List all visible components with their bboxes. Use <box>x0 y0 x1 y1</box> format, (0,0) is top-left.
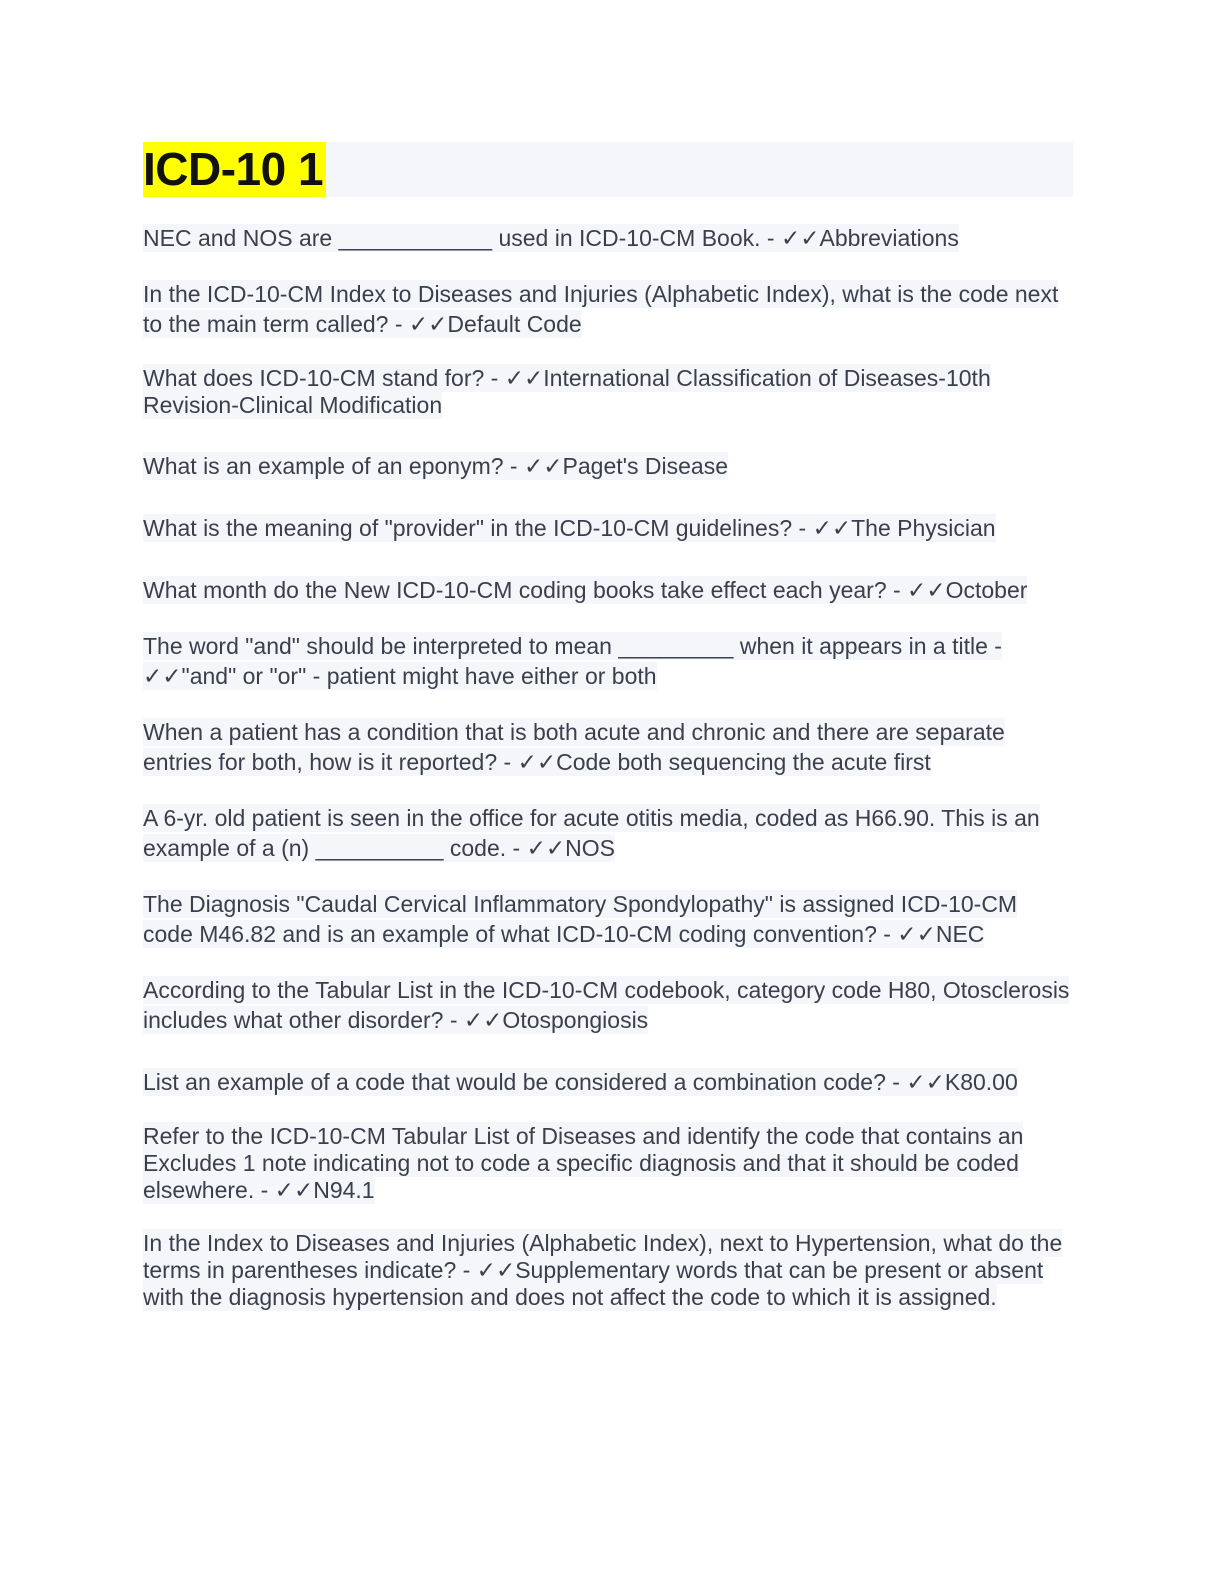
qa-text: What is an example of an eponym? - ✓✓Paget's Disease <box>143 453 728 479</box>
qa-item-1 <box>143 223 1073 253</box>
qa-item-3 <box>143 365 1073 419</box>
qa-item-14 <box>143 1230 1073 1311</box>
qa-item-6 <box>143 575 1073 605</box>
qa-text: What month do the New ICD-10-CM coding books take effect each year? - ✓✓October <box>143 577 1028 603</box>
qa-item-2 <box>143 279 1073 339</box>
qa-text: Refer to the ICD-10-CM Tabular List of Diseases and identify the code that contains an Excludes 1 note indicating not to code a specific diagnosis and that it should be coded elsewhere. - ✓✓N94.1 <box>143 1123 1024 1203</box>
qa-text: List an example of a code that would be considered a combination code? - ✓✓K80.00 <box>143 1069 1018 1095</box>
title-bar <box>143 142 1073 197</box>
qa-text: What does ICD-10-CM stand for? - ✓✓International Classification of Diseases-10th Revision-Clinical Modification <box>143 365 991 418</box>
qa-item-5 <box>143 513 1073 543</box>
qa-text: NEC and NOS are ____________ used in ICD-10-CM Book. - ✓✓Abbreviations <box>143 225 959 251</box>
qa-text: A 6-yr. old patient is seen in the office for acute otitis media, coded as H66.90. This is an example of a (n) __________ code. - ✓✓NOS <box>143 805 1040 861</box>
qa-text: According to the Tabular List in the ICD-10-CM codebook, category code H80, Otosclerosis includes what other disorder? - ✓✓Otospongiosis <box>143 977 1070 1033</box>
qa-text: The word "and" should be interpreted to mean _________ when it appears in a title - ✓✓"and" or "or" - patient might have either or both <box>143 633 1002 689</box>
document-page <box>143 142 1073 1337</box>
qa-text: In the ICD-10-CM Index to Diseases and Injuries (Alphabetic Index), what is the code next to the main term called? - ✓✓Default Code <box>143 281 1059 337</box>
qa-text: The Diagnosis "Caudal Cervical Inflammatory Spondylopathy" is assigned ICD-10-CM code M46.82 and is an example of what ICD-10-CM coding convention? - ✓✓NEC <box>143 891 1018 947</box>
qa-item-11 <box>143 975 1073 1035</box>
qa-item-7 <box>143 631 1073 691</box>
qa-item-4 <box>143 451 1073 481</box>
qa-text: When a patient has a condition that is both acute and chronic and there are separate entries for both, how is it reported? - ✓✓Code both sequencing the acute first <box>143 719 1005 775</box>
qa-item-12 <box>143 1067 1073 1097</box>
document-title: ICD-10 1 <box>143 142 326 197</box>
qa-text: What is the meaning of "provider" in the ICD-10-CM guidelines? - ✓✓The Physician <box>143 515 996 541</box>
qa-item-8 <box>143 717 1073 777</box>
qa-item-9 <box>143 803 1073 863</box>
qa-item-10 <box>143 889 1073 949</box>
qa-item-13 <box>143 1123 1073 1204</box>
qa-text: In the Index to Diseases and Injuries (Alphabetic Index), next to Hypertension, what do the terms in parentheses indicate? - ✓✓Supplementary words that can be present or absent with the diagnosis hypertension and does not affect the code to which it is assigned. <box>143 1230 1063 1310</box>
